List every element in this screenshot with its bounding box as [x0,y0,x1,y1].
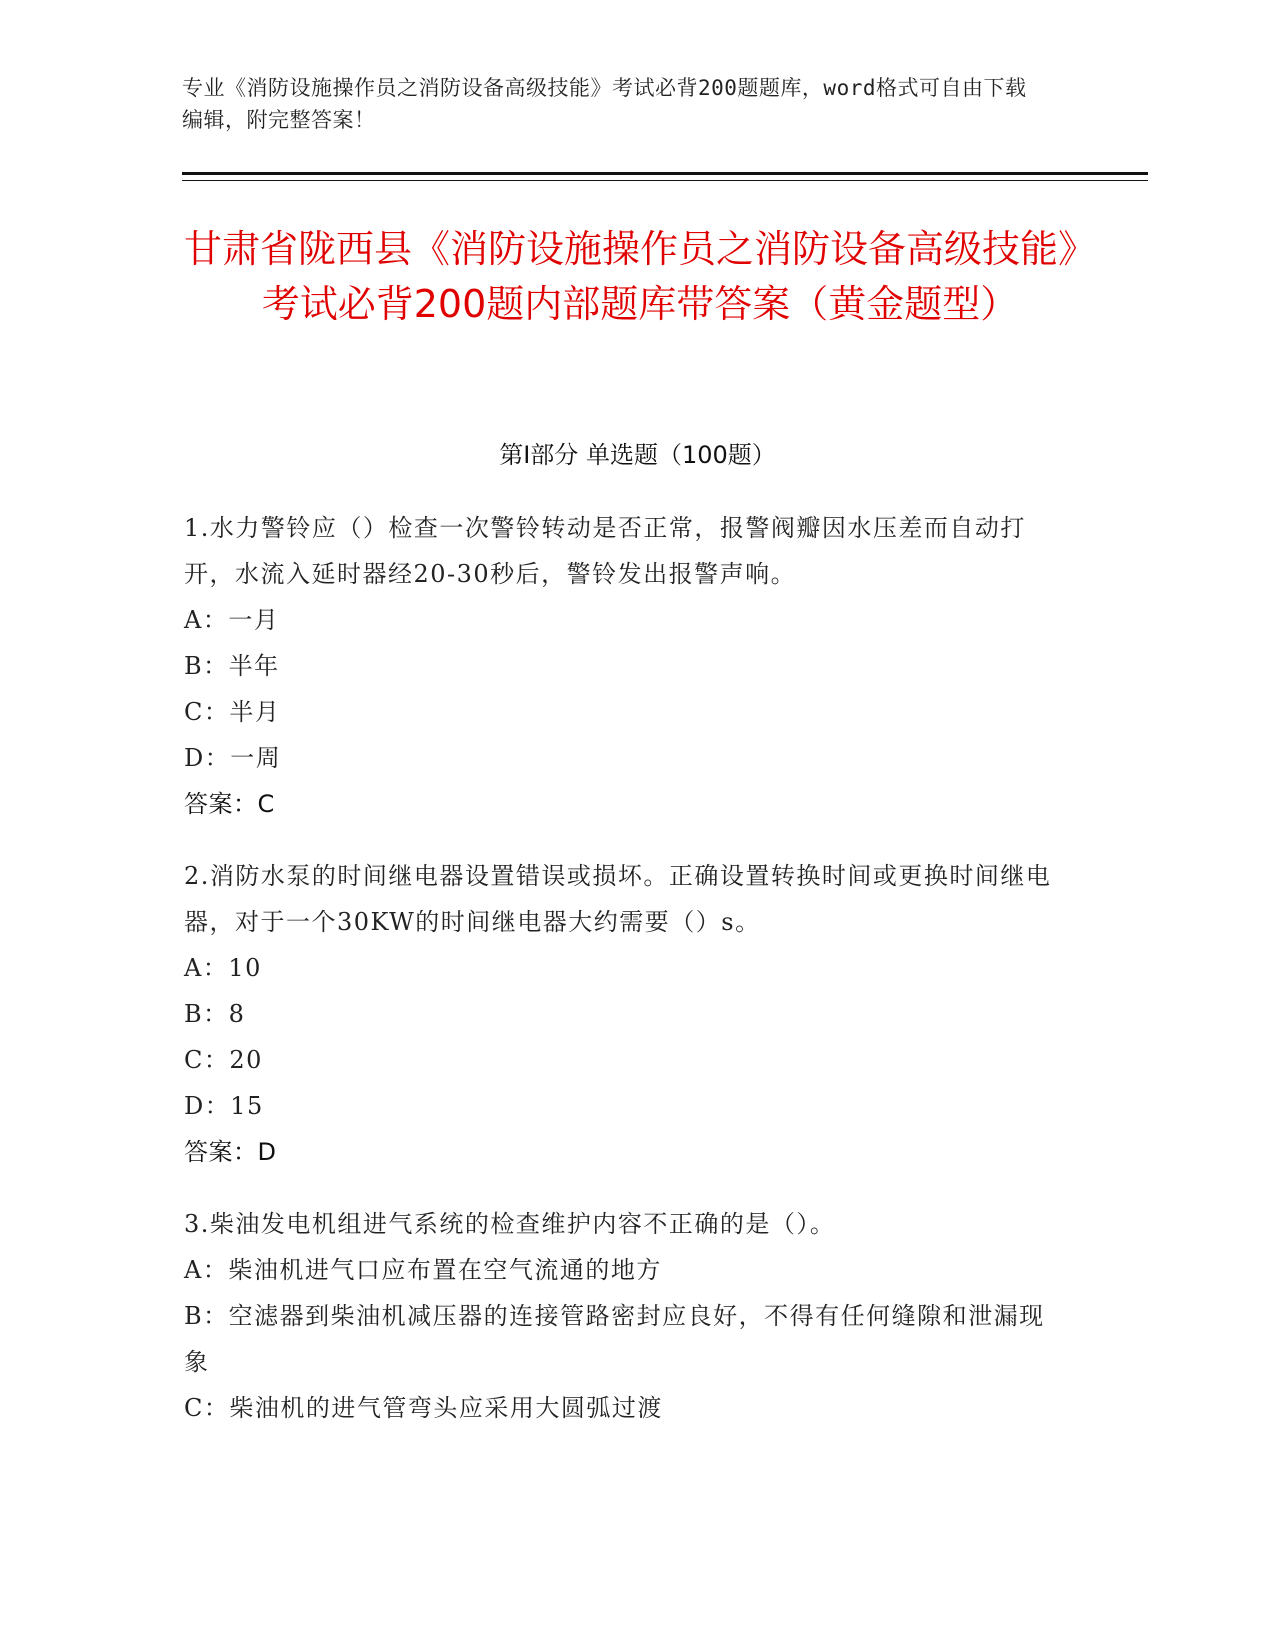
question-stem: 3.柴油发电机组进气系统的检查维护内容不正确的是（）。 [184,1210,836,1238]
answer-label: 答案：D [184,1138,277,1166]
option-c: C：柴油机的进气管弯头应采用大圆弧过渡 [184,1394,663,1422]
header-rule-thick [182,172,1148,175]
option-a: A：柴油机进气口应布置在空气流通的地方 [184,1256,662,1284]
option-c: C：20 [184,1046,263,1074]
answer-label: 答案：C [184,790,275,818]
option-c: C：半月 [184,698,281,726]
document-title: 甘肃省陇西县《消防设施操作员之消防设备高级技能》考试必背200题内部题库带答案（黄金题型） [183,227,1096,326]
option-d: D：一周 [184,744,282,772]
question-1 [184,505,1064,827]
option-b: B：半年 [184,652,280,680]
option-a: A：一月 [184,606,280,634]
option-b: B：8 [184,1000,246,1028]
question-3 [184,1201,1064,1431]
option-a: A：10 [184,954,262,982]
section-title: 第Ⅰ部分 单选题（100题） [499,441,776,469]
header-rule-thin [182,180,1148,181]
option-d: D：15 [184,1092,264,1120]
option-b: B：空滤器到柴油机减压器的连接管路密封应良好，不得有任何缝隙和泄漏现象 [184,1302,1045,1376]
header-note: 专业《消防设施操作员之消防设备高级技能》考试必背200题题库，word格式可自由下载编辑，附完整答案！ [182,76,1027,132]
question-stem: 2.消防水泵的时间继电器设置错误或损坏。正确设置转换时间或更换时间继电器，对于一个30KW的时间继电器大约需要（）s。 [184,862,1052,936]
question-stem: 1.水力警铃应（）检查一次警铃转动是否正常，报警阀瓣因水压差而自动打开，水流入延时器经20-30秒后，警铃发出报警声响。 [184,514,1026,588]
question-2 [184,853,1064,1175]
